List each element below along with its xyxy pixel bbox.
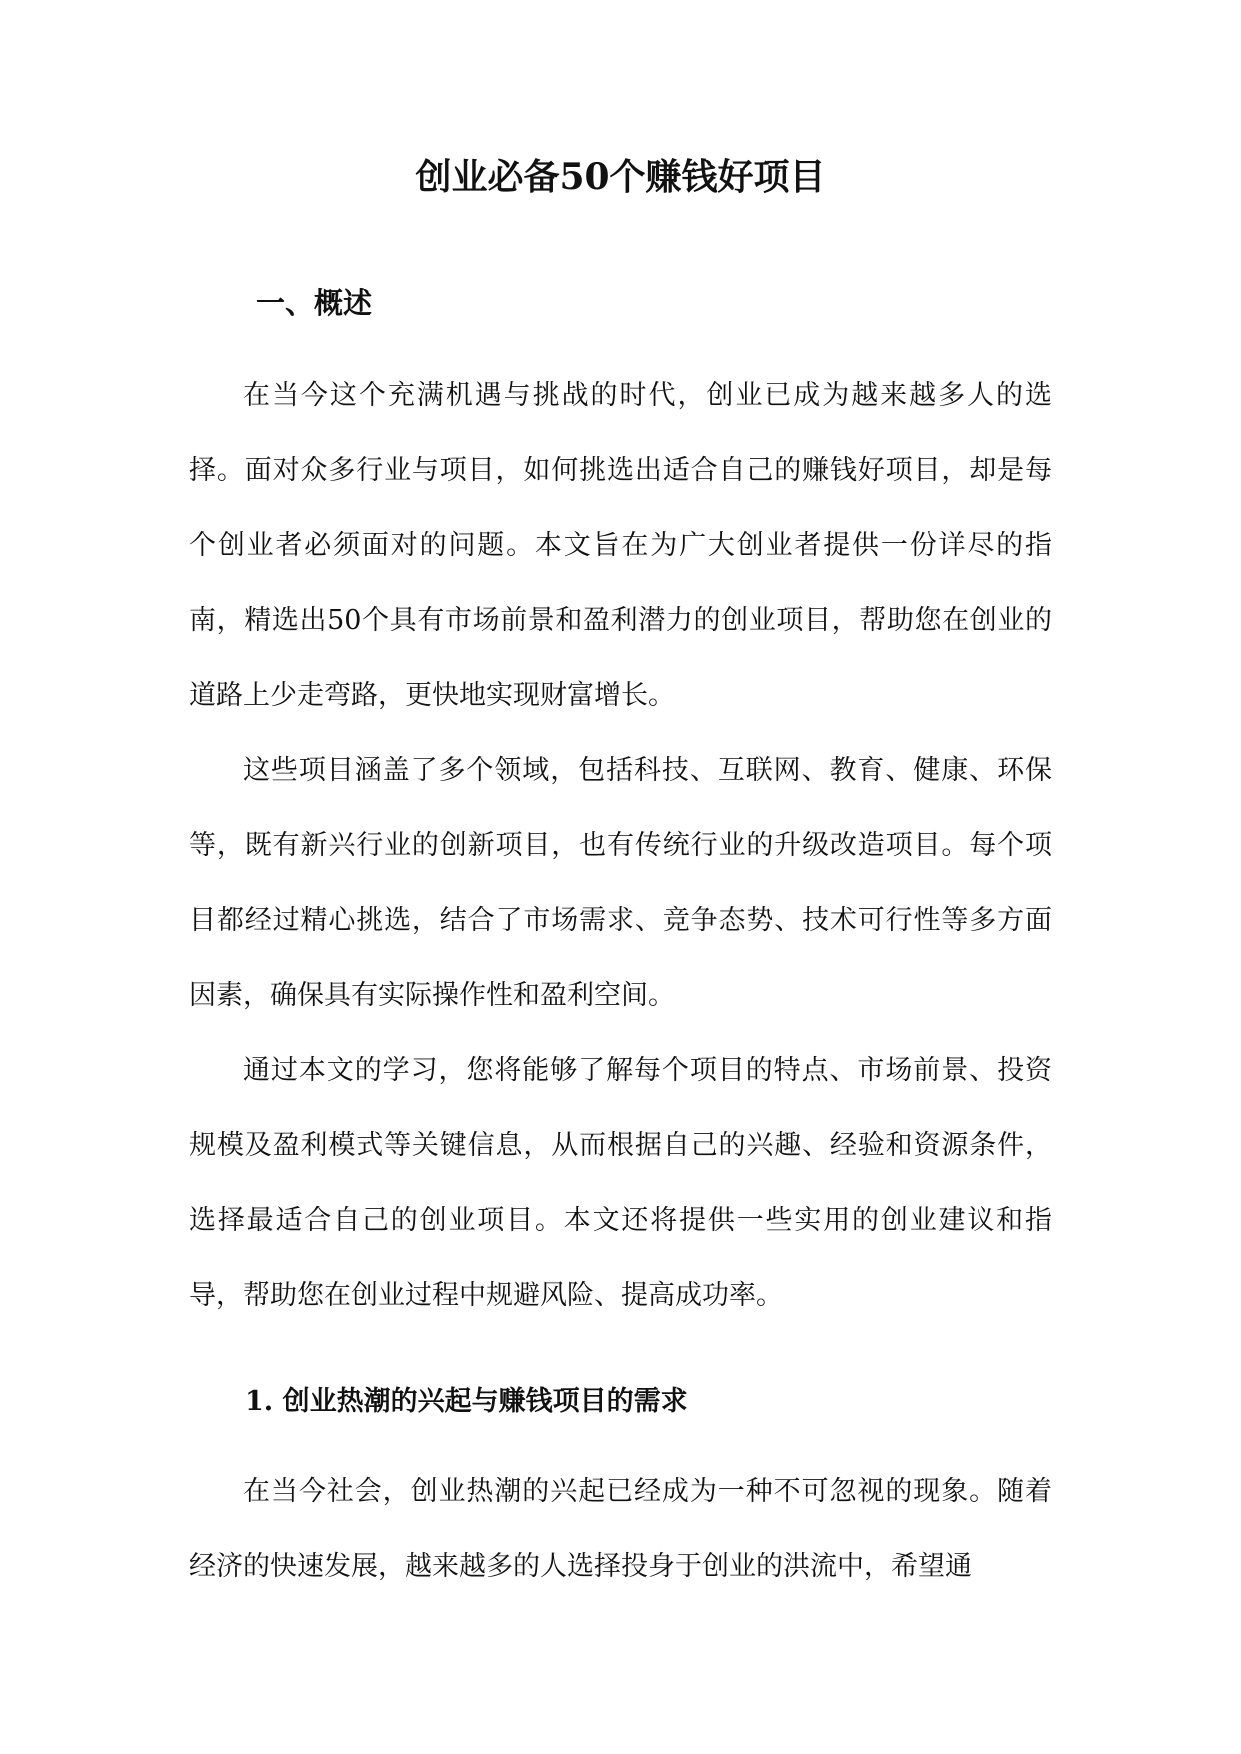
document-title: 创业必备50个赚钱好项目 (415, 156, 826, 198)
paragraph-intro: 在当今这个充满机遇与挑战的时代，创业已成为越来越多人的选择。面对众多行业与项目，如何挑选出适合自己的赚钱好项目，却是每个创业者必须面对的问题。本文旨在为广大创业者提供一份详尽的指南，精选出50个具有市场前景和盈利潜力的创业项目，帮助您在创业的道路上少走弯路，更快地实现财富增长。 (189, 380, 1052, 711)
section-heading: 一、概述 (256, 286, 373, 320)
paragraph-domains: 这些项目涵盖了多个领域，包括科技、互联网、教育、健康、环保等，既有新兴行业的创新项目，也有传统行业的升级改造项目。每个项目都经过精心挑选，结合了市场需求、竞争态势、技术可行性等多方面因素，确保具有实际操作性和盈利空间。 (189, 755, 1052, 1011)
paragraph-subsection: 在当今社会，创业热潮的兴起已经成为一种不可忽视的现象。随着经济的快速发展，越来越多的人选择投身于创业的洪流中，希望通 (189, 1476, 1052, 1582)
subsection-heading: 1. 创业热潮的兴起与赚钱项目的需求 (245, 1386, 688, 1417)
paragraph-learning: 通过本文的学习，您将能够了解每个项目的特点、市场前景、投资规模及盈利模式等关键信息，从而根据自己的兴趣、经验和资源条件，选择最适合自己的创业项目。本文还将提供一些实用的创业建议和指导，帮助您在创业过程中规避风险、提高成功率。 (189, 1055, 1052, 1311)
